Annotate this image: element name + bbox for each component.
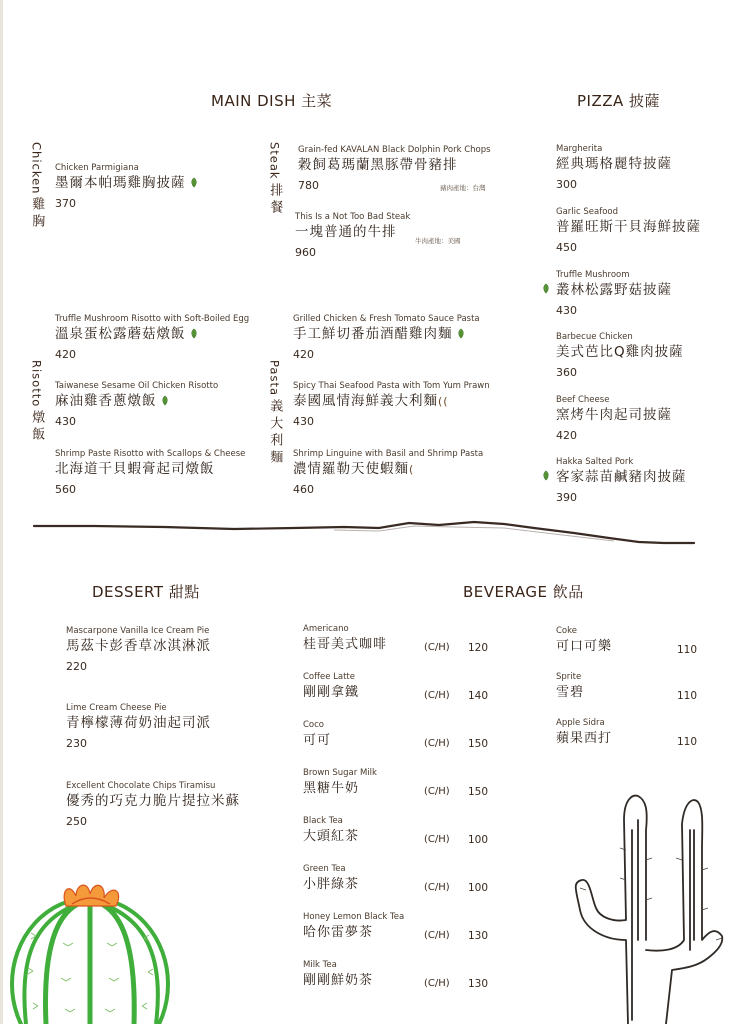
chili-mark: ((	[438, 395, 449, 408]
beverage-item-black-tea	[303, 816, 503, 856]
item-zh: 大頭紅茶	[303, 829, 360, 844]
leaf-icon	[457, 328, 465, 339]
beverage-item-green-tea	[303, 864, 503, 904]
item-zh: 小胖綠茶	[303, 877, 360, 892]
item-price: 450	[556, 241, 577, 254]
item-zh: 青檸檬薄荷奶油起司派	[66, 715, 211, 731]
item-zh: 北海道干貝蝦膏起司燉飯	[55, 461, 215, 477]
beverage-item-latte	[303, 672, 503, 712]
item-zh: 穀飼葛瑪蘭黑豚帶骨豬排	[298, 157, 458, 173]
menu-item-thai-pasta	[293, 381, 490, 430]
item-price: 100	[468, 882, 489, 894]
category-steak	[266, 142, 282, 217]
item-price: 150	[468, 738, 489, 750]
menu-item-shrimp-linguine	[293, 449, 483, 498]
item-price: 420	[556, 429, 577, 442]
item-zh: 墨爾本帕瑪雞胸披薩	[55, 174, 198, 193]
item-zh: 哈你雷夢茶	[303, 925, 374, 940]
item-price: 110	[677, 644, 698, 656]
category-risotto-zh: 燉飯	[29, 410, 45, 445]
item-price: 130	[468, 930, 489, 942]
category-chicken	[28, 142, 44, 231]
pizza-item-hakka-pork	[556, 457, 687, 506]
divider-line	[34, 516, 700, 552]
item-temp-option: (C/H)	[424, 642, 450, 653]
item-en: Coco	[303, 720, 325, 730]
item-temp-option: (C/H)	[424, 834, 450, 845]
cactus-flower	[64, 885, 118, 906]
item-zh: 手工鮮切番茄酒醋雞肉麵	[293, 325, 480, 344]
item-price: 430	[556, 304, 577, 317]
item-zh: 美式芭比Q雞肉披薩	[556, 344, 684, 360]
item-en: Barbecue Chicken	[556, 332, 633, 342]
item-zh: 雪碧	[556, 685, 585, 700]
item-price: 100	[468, 834, 489, 846]
category-chicken-en: Chicken	[29, 142, 44, 195]
page-edge	[0, 0, 3, 1024]
item-en: Mascarpone Vanilla Ice Cream Pie	[66, 626, 210, 636]
item-zh: 可口可樂	[556, 639, 613, 654]
menu-item-chicken-pasta	[293, 314, 480, 363]
item-zh: 泰國風情海鮮義大利麵((	[293, 393, 449, 409]
menu-item-truffle-risotto	[55, 314, 249, 363]
item-en: Lime Cream Cheese Pie	[66, 703, 167, 713]
item-price: 230	[66, 737, 87, 750]
menu-item-chicken-parmigiana	[55, 163, 198, 212]
origin-note-pork: 豬肉產地：台灣	[440, 184, 486, 192]
item-en: This Is a Not Too Bad Steak	[295, 212, 411, 222]
item-price: 140	[468, 690, 489, 702]
item-zh: 叢林松露野菇披薩	[556, 282, 672, 298]
category-chicken-zh: 雞胸	[29, 197, 45, 232]
item-en: Grilled Chicken & Fresh Tomato Sauce Pasta	[293, 314, 480, 324]
item-en: Grain-fed KAVALAN Black Dolphin Pork Chops	[298, 145, 491, 155]
origin-note-beef: 牛肉產地：美國	[415, 237, 461, 245]
item-temp-option: (C/H)	[424, 882, 450, 893]
item-price: 300	[556, 178, 577, 191]
dessert-heading: DESSERT 甜點	[92, 583, 200, 601]
item-temp-option: (C/H)	[424, 786, 450, 797]
category-pasta-zh: 義大利麵	[267, 399, 283, 468]
item-en: Taiwanese Sesame Oil Chicken Risotto	[55, 381, 219, 391]
category-risotto	[28, 360, 44, 444]
item-en: Brown Sugar Milk	[303, 768, 377, 778]
item-en: Coke	[556, 626, 577, 636]
round-cactus-illustration	[8, 876, 176, 1024]
pizza-item-truffle-mushroom	[556, 270, 672, 319]
item-price: 150	[468, 786, 489, 798]
item-en: Coffee Latte	[303, 672, 355, 682]
item-zh: 蘋果西打	[556, 731, 613, 746]
item-en: Shrimp Paste Risotto with Scallops & Cheese	[55, 449, 246, 459]
item-zh: 濃情羅勒天使蝦麵(	[293, 461, 415, 477]
category-steak-en: Steak	[267, 142, 282, 180]
item-en: Margherita	[556, 144, 603, 154]
dessert-item-mascarpone	[66, 626, 211, 675]
menu-item-sesame-risotto	[55, 381, 218, 430]
leaf-icon	[161, 395, 169, 406]
item-zh: 經典瑪格麗特披薩	[556, 156, 672, 172]
pizza-item-garlic-seafood	[556, 207, 701, 256]
item-zh: 剛剛鮮奶茶	[303, 973, 374, 988]
item-en: Chicken Parmigiana	[55, 163, 139, 173]
item-price: 390	[556, 491, 577, 504]
item-price: 420	[293, 348, 314, 361]
item-price: 960	[295, 246, 316, 259]
beverage-item-americano	[303, 624, 503, 664]
item-price: 220	[66, 660, 87, 673]
menu-item-steak	[295, 212, 410, 261]
item-en: Americano	[303, 624, 349, 634]
beverage-heading: BEVERAGE 飲品	[463, 583, 584, 601]
pizza-item-bbq-chicken	[556, 332, 684, 381]
item-temp-option: (C/H)	[424, 978, 450, 989]
item-en: Apple Sidra	[556, 718, 605, 728]
pizza-heading: PIZZA 披薩	[577, 92, 661, 110]
item-price: 460	[293, 483, 314, 496]
item-price: 370	[55, 197, 76, 210]
item-zh: 馬茲卡彭香草冰淇淋派	[66, 638, 211, 654]
item-en: Truffle Mushroom Risotto with Soft-Boiled Egg	[55, 314, 250, 324]
beverage-item-coke	[556, 626, 706, 666]
leaf-icon	[190, 177, 198, 188]
item-price: 110	[677, 690, 698, 702]
saguaro-cactus-illustration	[566, 790, 726, 1024]
item-price: 780	[298, 179, 319, 192]
dessert-item-lime-pie	[66, 703, 211, 752]
pizza-item-margherita	[556, 144, 672, 193]
item-temp-option: (C/H)	[424, 930, 450, 941]
item-temp-option: (C/H)	[424, 690, 450, 701]
category-pasta	[266, 360, 282, 467]
item-price: 360	[556, 366, 577, 379]
menu-item-scallop-risotto	[55, 449, 245, 498]
item-price: 120	[468, 642, 489, 654]
beverage-item-milk-tea	[303, 960, 503, 1000]
item-price: 250	[66, 815, 87, 828]
dessert-item-tiramisu	[66, 781, 240, 830]
item-en: Honey Lemon Black Tea	[303, 912, 405, 922]
leaf-icon	[190, 328, 198, 339]
item-zh: 剛剛拿鐵	[303, 685, 360, 700]
item-zh: 麻油雞香蔥燉飯	[55, 392, 218, 411]
item-en: Garlic Seafood	[556, 207, 619, 217]
beverage-item-sprite	[556, 672, 706, 712]
leaf-icon	[542, 283, 550, 294]
item-en: Hakka Salted Pork	[556, 457, 634, 467]
beverage-item-apple-sidra	[556, 718, 706, 758]
main-dish-heading: MAIN DISH 主菜	[211, 92, 333, 110]
item-en: Sprite	[556, 672, 582, 682]
category-steak-zh: 排餐	[267, 182, 283, 217]
category-risotto-en: Risotto	[29, 360, 44, 408]
item-zh: 客家蒜苗鹹豬肉披薩	[556, 469, 687, 485]
item-temp-option: (C/H)	[424, 738, 450, 749]
item-price: 420	[55, 348, 76, 361]
item-en: Excellent Chocolate Chips Tiramisu	[66, 781, 216, 791]
item-price: 560	[55, 483, 76, 496]
beverage-item-coco	[303, 720, 503, 760]
item-en: Spicy Thai Seafood Pasta with Tom Yum Prawn	[293, 381, 490, 391]
pizza-item-beef-cheese	[556, 395, 672, 444]
item-zh: 窯烤牛肉起司披薩	[556, 407, 672, 423]
item-en: Beef Cheese	[556, 395, 610, 405]
item-zh: 桂哥美式咖啡	[303, 637, 388, 652]
item-price: 430	[293, 415, 314, 428]
item-zh: 溫泉蛋松露蘑菇燉飯	[55, 325, 249, 344]
beverage-item-brown-sugar-milk	[303, 768, 503, 808]
item-zh: 一塊普通的牛排	[295, 224, 397, 240]
item-price: 110	[677, 736, 698, 748]
item-en: Green Tea	[303, 864, 346, 874]
category-pasta-en: Pasta	[267, 360, 282, 397]
leaf-icon	[542, 470, 550, 481]
item-zh: 普羅旺斯干貝海鮮披薩	[556, 219, 701, 235]
beverage-item-honey-lemon-tea	[303, 912, 503, 952]
chili-mark: (	[409, 463, 415, 476]
item-price: 430	[55, 415, 76, 428]
item-en: Milk Tea	[303, 960, 337, 970]
item-en: Black Tea	[303, 816, 343, 826]
item-zh: 優秀的巧克力脆片提拉米蘇	[66, 793, 240, 809]
item-en: Truffle Mushroom	[556, 270, 630, 280]
item-zh: 黑糖牛奶	[303, 781, 360, 796]
item-zh: 可可	[303, 733, 332, 748]
item-price: 130	[468, 978, 489, 990]
item-en: Shrimp Linguine with Basil and Shrimp Pasta	[293, 449, 484, 459]
